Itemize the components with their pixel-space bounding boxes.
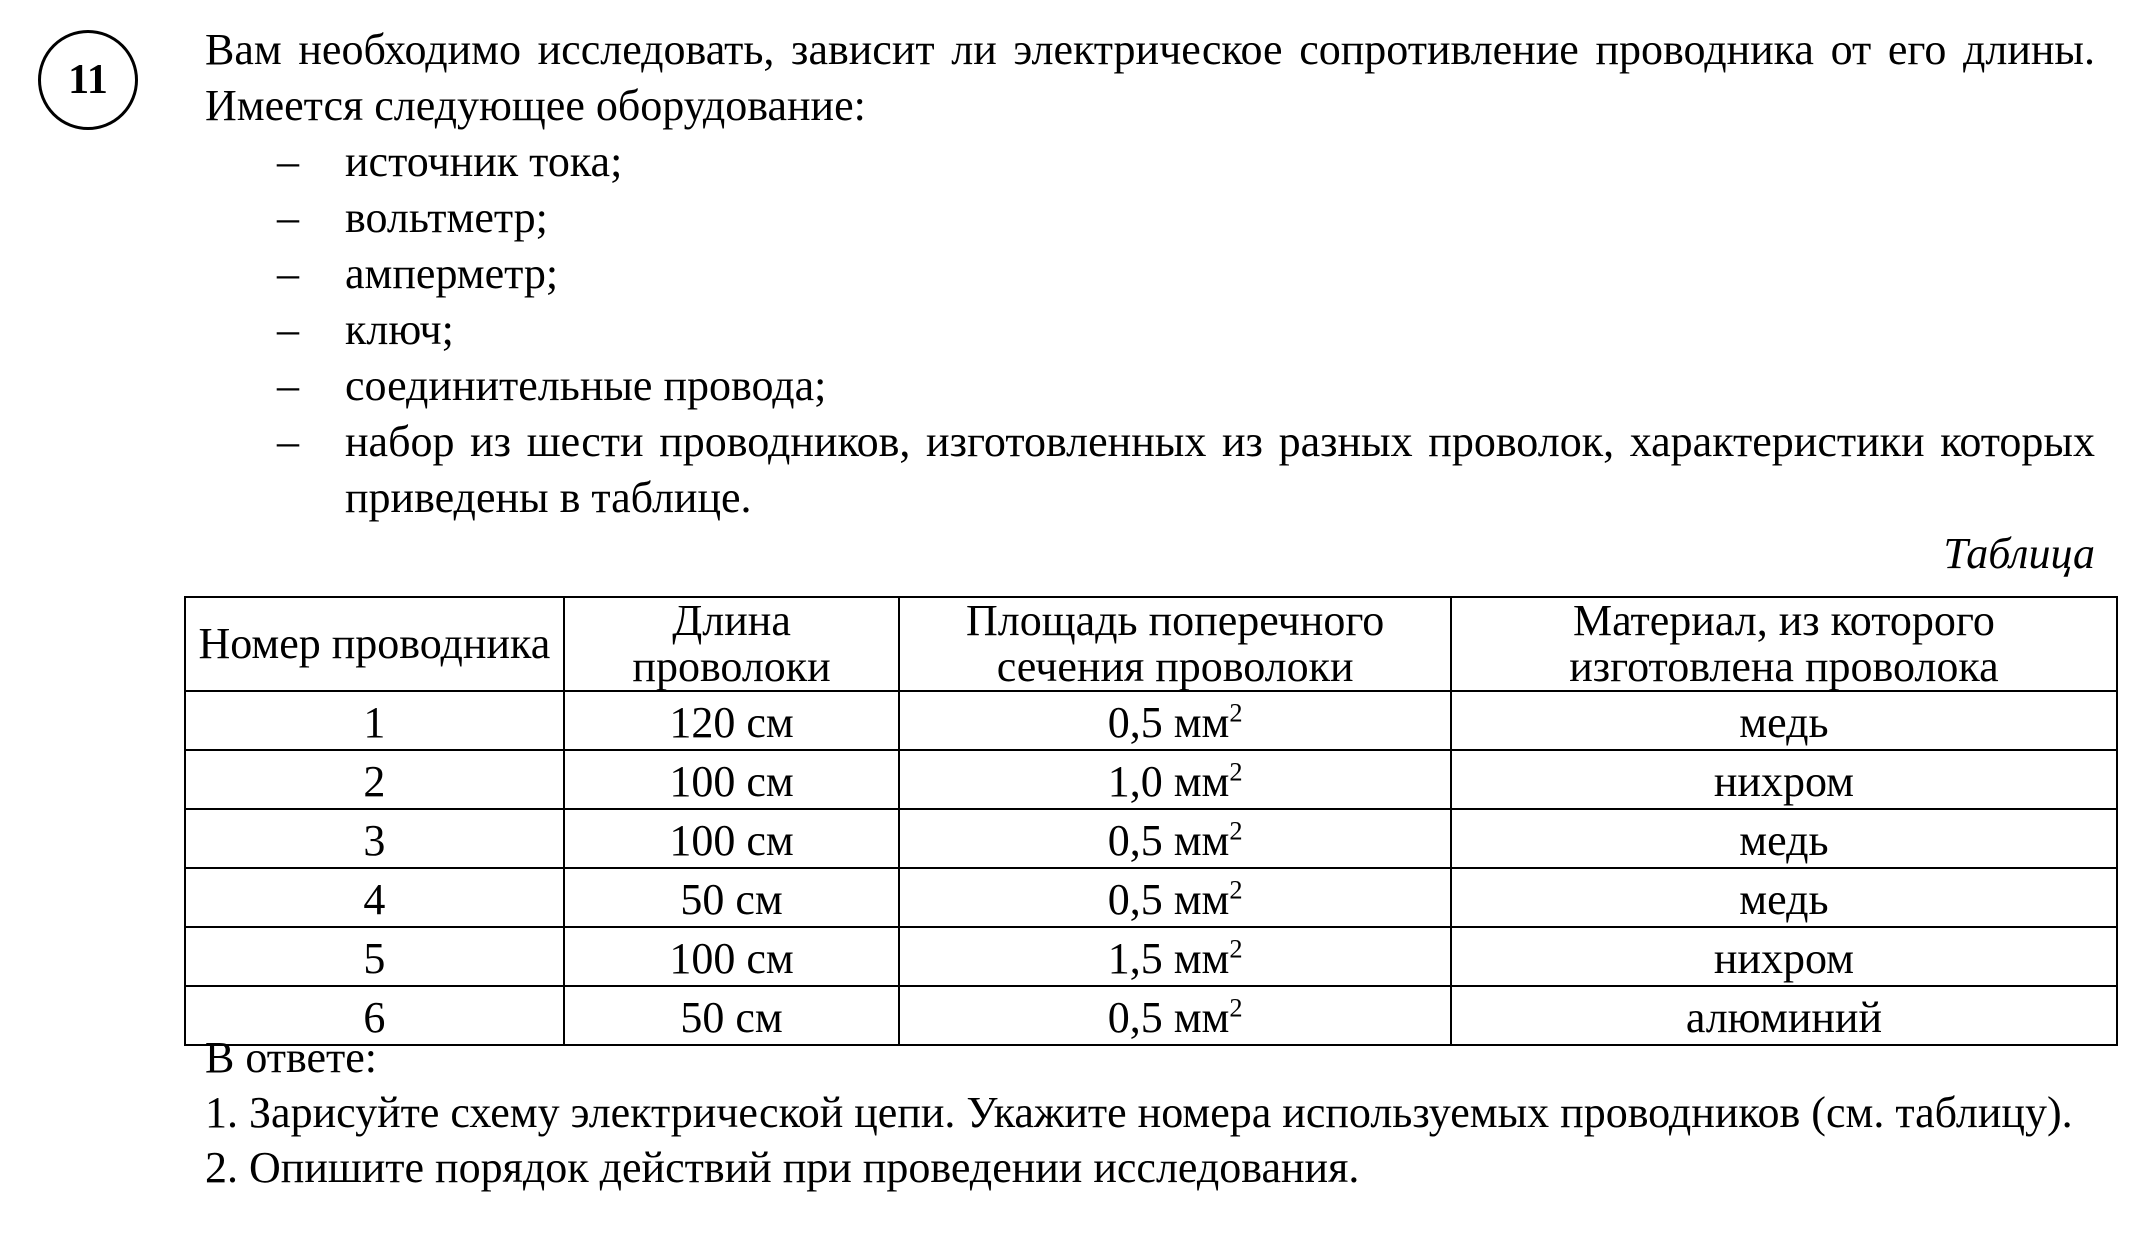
table-row xyxy=(185,868,2117,927)
answer-item: 2. Опишите порядок действий при проведении исследования. xyxy=(205,1143,1360,1192)
cell-material: алюминий xyxy=(1451,986,2117,1045)
cell-area xyxy=(899,868,1450,927)
area-exponent: 2 xyxy=(1229,873,1243,904)
equipment-item xyxy=(205,246,2095,302)
answer-instructions xyxy=(205,1030,2095,1195)
area-unit: мм xyxy=(1173,756,1230,806)
list-dash: – xyxy=(277,137,299,186)
table-row xyxy=(185,927,2117,986)
cell-length: 50 см xyxy=(564,868,900,927)
cell-length: 100 см xyxy=(564,927,900,986)
area-exponent: 2 xyxy=(1229,755,1243,786)
area-exponent: 2 xyxy=(1229,814,1243,845)
header-conductor-number: Номер проводника xyxy=(185,597,564,691)
equipment-text: ключ; xyxy=(345,305,454,354)
area-value: 0,5 xyxy=(1107,815,1163,865)
list-dash: – xyxy=(277,361,299,410)
cell-number: 5 xyxy=(185,927,564,986)
cell-length: 100 см xyxy=(564,809,900,868)
area-exponent: 2 xyxy=(1229,991,1243,1022)
equipment-item xyxy=(205,358,2095,414)
table-header-row xyxy=(185,597,2117,691)
equipment-list xyxy=(205,134,2095,526)
area-value: 1,5 xyxy=(1107,933,1163,983)
equipment-item xyxy=(205,414,2095,526)
cell-number: 4 xyxy=(185,868,564,927)
cell-material: медь xyxy=(1451,691,2117,750)
list-dash: – xyxy=(277,417,299,466)
cell-material: медь xyxy=(1451,809,2117,868)
equipment-text: амперметр; xyxy=(345,249,559,298)
cell-number: 3 xyxy=(185,809,564,868)
area-value: 0,5 xyxy=(1107,697,1163,747)
cell-material: нихром xyxy=(1451,750,2117,809)
area-value: 1,0 xyxy=(1107,756,1163,806)
area-unit: мм xyxy=(1173,992,1230,1042)
task-number-badge xyxy=(38,30,138,130)
equipment-text: источник тока; xyxy=(345,137,623,186)
cell-area xyxy=(899,750,1450,809)
task-number: 11 xyxy=(68,57,108,103)
area-exponent: 2 xyxy=(1229,932,1243,963)
table-row xyxy=(185,750,2117,809)
conductors-table-wrapper xyxy=(184,596,2118,1046)
cell-area xyxy=(899,809,1450,868)
header-material: Материал, из которого изготовлена проволока xyxy=(1451,597,2117,691)
cell-material: медь xyxy=(1451,868,2117,927)
task-intro: Вам необходимо исследовать, зависит ли электрическое сопротивление проводника от его длины. Имеется следующее оборудование: xyxy=(205,25,2095,130)
header-cross-section: Площадь поперечного сечения проволоки xyxy=(899,597,1450,691)
equipment-item xyxy=(205,190,2095,246)
cell-material: нихром xyxy=(1451,927,2117,986)
task-body xyxy=(205,22,2095,582)
header-wire-length: Длина проволоки xyxy=(564,597,900,691)
equipment-item xyxy=(205,302,2095,358)
cell-number: 1 xyxy=(185,691,564,750)
equipment-item xyxy=(205,134,2095,190)
area-value: 0,5 xyxy=(1107,874,1163,924)
equipment-text: набор из шести проводников, изготовленных из разных проволок, характеристики которых приведены в таблице. xyxy=(345,417,2095,522)
area-value: 0,5 xyxy=(1107,992,1163,1042)
answer-item: 1. Зарисуйте схему электрической цепи. Укажите номера используемых проводников (см. таблицу). xyxy=(205,1088,2073,1137)
cell-length: 50 см xyxy=(564,986,900,1045)
list-dash: – xyxy=(277,193,299,242)
area-unit: мм xyxy=(1173,697,1230,747)
cell-length: 120 см xyxy=(564,691,900,750)
conductors-table xyxy=(184,596,2118,1046)
cell-number: 2 xyxy=(185,750,564,809)
table-row xyxy=(185,691,2117,750)
cell-area xyxy=(899,691,1450,750)
list-dash: – xyxy=(277,305,299,354)
area-exponent: 2 xyxy=(1229,696,1243,727)
cell-length: 100 см xyxy=(564,750,900,809)
equipment-text: вольтметр; xyxy=(345,193,548,242)
cell-number: 6 xyxy=(185,986,564,1045)
table-caption: Таблица xyxy=(1943,529,2095,578)
area-unit: мм xyxy=(1173,874,1230,924)
area-unit: мм xyxy=(1173,815,1230,865)
answer-heading: В ответе: xyxy=(205,1033,378,1082)
cell-area xyxy=(899,927,1450,986)
equipment-text: соединительные провода; xyxy=(345,361,827,410)
area-unit: мм xyxy=(1173,933,1230,983)
list-dash: – xyxy=(277,249,299,298)
table-row xyxy=(185,809,2117,868)
